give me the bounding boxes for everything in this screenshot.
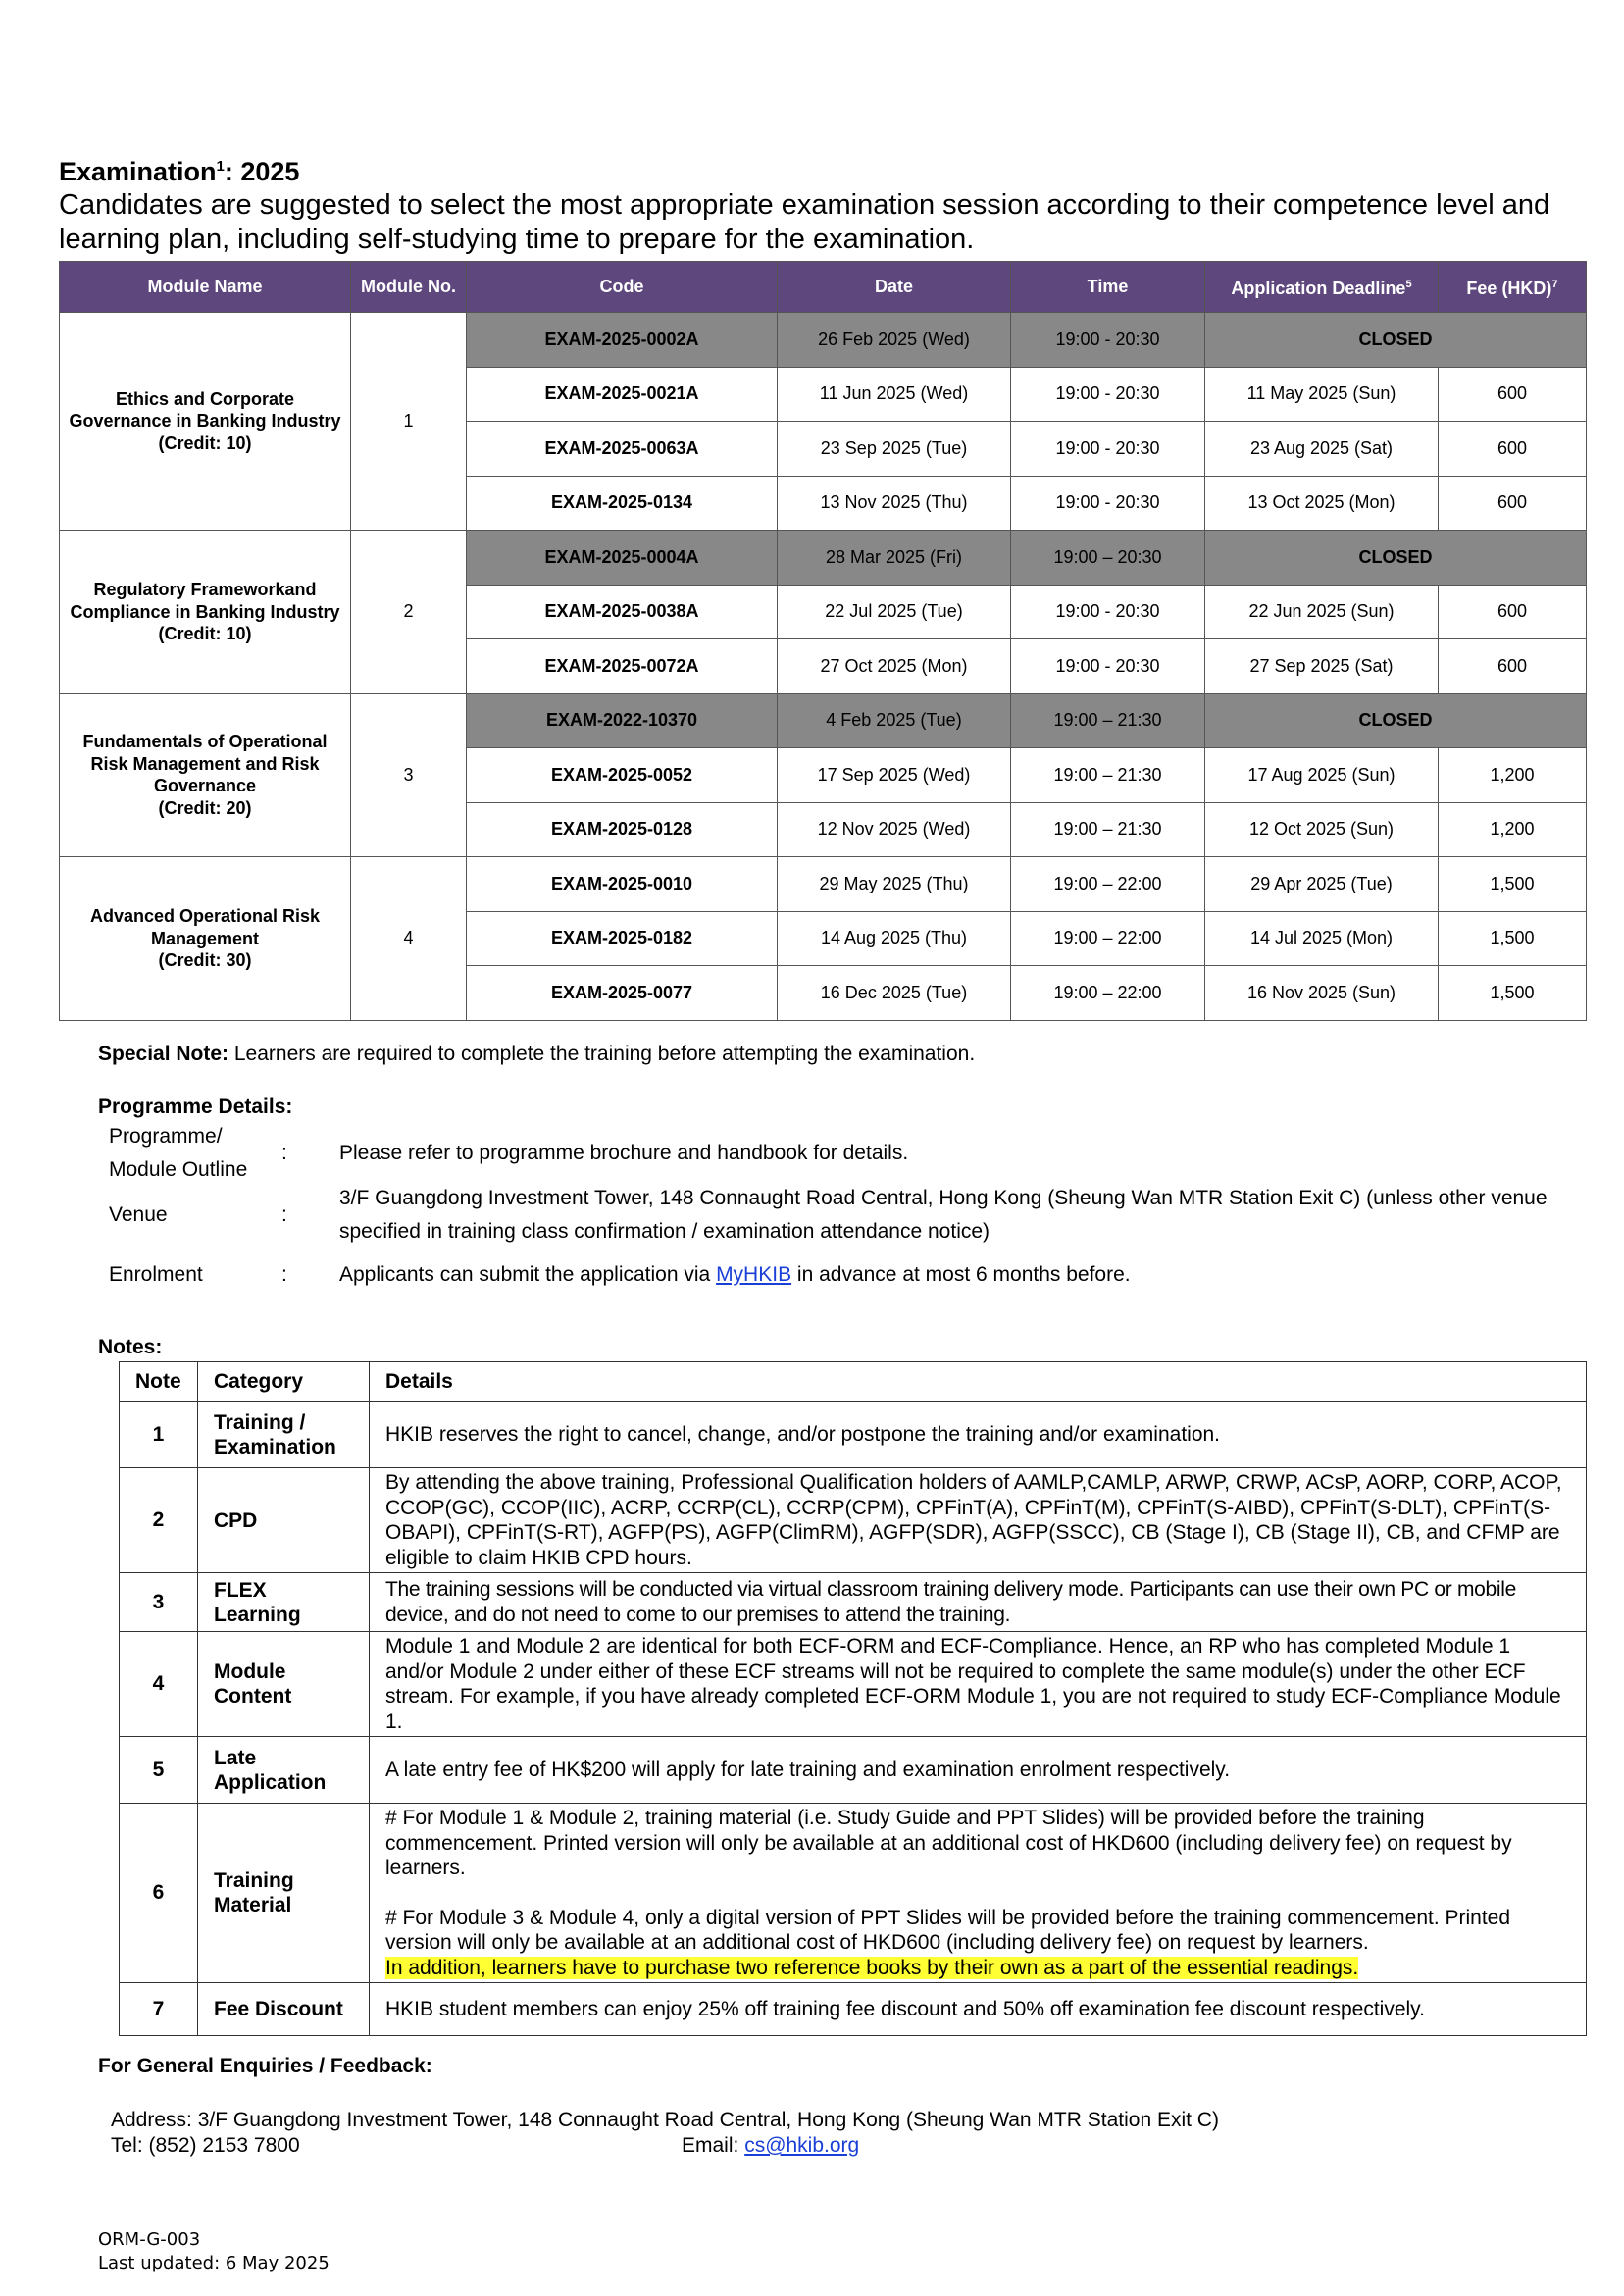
note-details: By attending the above training, Professional Qualification holders of AAMLP,CAMLP, ARWP, CRWP, ACsP, AORP, CORP, ACOP, CCOP(GC), CCOP(IIC), ACRP, CCRP(CL), CCRP(CPM), CPFinT(A), CPFinT(M), CPFinT(S-AIBD), CPFinT(S-DLT), CPFinT(S-OBAPI), CPFinT(S-RT), AGFP(PS), AGFP(ClimRM), AGFP(SDR), AGFP(SSCC), CB (Stage I), CB (Stage II), CB, and CFMP are eligible to claim HKIB CPD hours. (370, 1468, 1587, 1573)
notes-col-details: Details (370, 1362, 1587, 1402)
exam-code: EXAM-2025-0128 (467, 802, 778, 857)
col-module-name: Module Name (60, 262, 351, 313)
module-credit: (Credit: 20) (158, 797, 252, 818)
module-name-cell (60, 531, 351, 694)
application-deadline: 29 Apr 2025 (Tue) (1205, 857, 1439, 912)
enrolment-value: Applicants can submit the application via MyHKIB in advance at most 6 months before. (339, 1263, 1131, 1286)
note-row (120, 1402, 1587, 1468)
exam-fee: 1,200 (1439, 802, 1587, 857)
exam-fee: 1,500 (1439, 966, 1587, 1021)
exam-fee: 600 (1439, 476, 1587, 531)
exam-code: EXAM-2025-0063A (467, 422, 778, 477)
exam-date: 28 Mar 2025 (Fri) (778, 531, 1011, 586)
exam-code: EXAM-2022-10370 (467, 693, 778, 748)
notes-table (119, 1361, 1587, 2036)
notes-col-category: Category (198, 1362, 370, 1402)
application-deadline: 27 Sep 2025 (Sat) (1205, 639, 1439, 694)
exam-time: 19:00 - 20:30 (1011, 367, 1205, 422)
note-details: HKIB reserves the right to cancel, change, and/or postpone the training and/or examination. (370, 1402, 1587, 1468)
table-row (60, 313, 1587, 368)
doc-code: ORM-G-003 (98, 2229, 201, 2250)
module-name-cell (60, 313, 351, 531)
exam-code: EXAM-2025-0072A (467, 639, 778, 694)
note-row (120, 1632, 1587, 1737)
venue-label: Venue (109, 1203, 168, 1226)
module-name: Regulatory Frameworkand Compliance in Banking Industry (70, 580, 340, 622)
exam-date: 12 Nov 2025 (Wed) (778, 802, 1011, 857)
exam-fee: 1,500 (1439, 911, 1587, 966)
email-link[interactable]: cs@hkib.org (744, 2134, 860, 2157)
application-deadline: 17 Aug 2025 (Sun) (1205, 748, 1439, 803)
note-details: Module 1 and Module 2 are identical for both ECF-ORM and ECF-Compliance. Hence, an RP who has completed Module 1 and/or Module 2 under either of these ECF streams will not be required to complete the same module(s) under the other ECF stream. For example, if you have already completed ECF-ORM Module 1, you are not required to study ECF-Compliance Module 1. (370, 1632, 1587, 1737)
exam-time: 19:00 - 20:30 (1011, 313, 1205, 368)
enquiries-tel: Tel: (852) 2153 7800 (111, 2134, 300, 2157)
document-footer (98, 2228, 330, 2275)
note-category: Late Application (198, 1737, 370, 1804)
col-module-no: Module No. (351, 262, 467, 313)
exam-time: 19:00 – 20:30 (1011, 531, 1205, 586)
table-header-row (60, 262, 1587, 313)
application-deadline: 12 Oct 2025 (Sun) (1205, 802, 1439, 857)
exam-code: EXAM-2025-0002A (467, 313, 778, 368)
outline-label: Programme/ Module Outline (109, 1125, 248, 1181)
note-category: CPD (198, 1468, 370, 1573)
module-number: 2 (351, 531, 467, 694)
exam-code: EXAM-2025-0010 (467, 857, 778, 912)
module-credit: (Credit: 10) (158, 624, 252, 643)
note-row (120, 1573, 1587, 1632)
note-category: Module Content (198, 1632, 370, 1737)
module-name: Advanced Operational Risk Management (89, 906, 321, 948)
col-date: Date (778, 262, 1011, 313)
application-deadline: 13 Oct 2025 (Mon) (1205, 476, 1439, 531)
note-details: The training sessions will be conducted via virtual classroom training delivery mode. Participants can use their own PC or mobile device, and do not need to come to our premises to attend the training. (370, 1573, 1587, 1632)
status-closed: CLOSED (1205, 693, 1587, 748)
exam-code: EXAM-2025-0134 (467, 476, 778, 531)
note-category: Training Material (198, 1804, 370, 1983)
exam-code: EXAM-2025-0052 (467, 748, 778, 803)
module-name: Ethics and Corporate Governance in Banking Industry (69, 388, 341, 432)
module-name: Fundamentals of Operational Risk Management and Risk Governance (82, 732, 328, 796)
outline-colon: : (281, 1142, 287, 1164)
exam-time: 19:00 – 21:30 (1011, 802, 1205, 857)
exam-date: 26 Feb 2025 (Wed) (778, 313, 1011, 368)
exam-time: 19:00 – 22:00 (1011, 857, 1205, 912)
exam-fee: 600 (1439, 367, 1587, 422)
module-number: 4 (351, 857, 467, 1021)
exam-code: EXAM-2025-0021A (467, 367, 778, 422)
notes-heading: Notes: (98, 1336, 163, 1358)
notes-header-row (120, 1362, 1587, 1402)
exam-date: 4 Feb 2025 (Tue) (778, 693, 1011, 748)
module-number: 1 (351, 313, 467, 531)
table-row (60, 693, 1587, 748)
status-closed: CLOSED (1205, 313, 1587, 368)
notes-col-note: Note (120, 1362, 198, 1402)
exam-fee: 600 (1439, 422, 1587, 477)
exam-date: 17 Sep 2025 (Wed) (778, 748, 1011, 803)
col-code: Code (467, 262, 778, 313)
venue-colon: : (281, 1203, 287, 1226)
application-deadline: 14 Jul 2025 (Mon) (1205, 911, 1439, 966)
exam-schedule-table (59, 261, 1587, 1021)
exam-time: 19:00 – 22:00 (1011, 966, 1205, 1021)
enquiries-email: Email: cs@hkib.org (682, 2134, 860, 2157)
module-number: 3 (351, 693, 467, 857)
note-row (120, 1468, 1587, 1573)
exam-time: 19:00 – 21:30 (1011, 693, 1205, 748)
exam-date: 23 Sep 2025 (Tue) (778, 422, 1011, 477)
status-closed: CLOSED (1205, 531, 1587, 586)
exam-code: EXAM-2025-0077 (467, 966, 778, 1021)
exam-time: 19:00 - 20:30 (1011, 422, 1205, 477)
table-row (60, 531, 1587, 586)
note-details-para: # For Module 3 & Module 4, only a digital version of PPT Slides will be provided before the training commencement. Printed version will only be available at an additional cost of HKD600 (including delivery fee) on request by learners. (385, 1906, 1511, 1954)
table-row (60, 857, 1587, 912)
exam-date: 27 Oct 2025 (Mon) (778, 639, 1011, 694)
note-number: 6 (120, 1804, 198, 1983)
enrolment-label: Enrolment (109, 1263, 203, 1286)
exam-fee: 600 (1439, 585, 1587, 639)
note-number: 5 (120, 1737, 198, 1804)
highlighted-text: In addition, learners have to purchase two reference books by their own as a part of the essential readings. (385, 1956, 1359, 1979)
exam-date: 11 Jun 2025 (Wed) (778, 367, 1011, 422)
enquiries-heading: For General Enquiries / Feedback: (98, 2055, 432, 2077)
col-fee: Fee (HKD)$^7$ (1439, 262, 1587, 313)
enrolment-colon: : (281, 1263, 287, 1286)
note-details (370, 1804, 1587, 1983)
col-time: Time (1011, 262, 1205, 313)
module-name-cell (60, 693, 351, 857)
intro-text: Candidates are suggested to select the most appropriate examination session according to their competence level and learning plan, including self-studying time to prepare for the examination. (59, 189, 1550, 255)
exam-code: EXAM-2025-0004A (467, 531, 778, 586)
exam-fee: 600 (1439, 639, 1587, 694)
note-row (120, 1804, 1587, 1983)
exam-date: 22 Jul 2025 (Tue) (778, 585, 1011, 639)
module-credit: (Credit: 10) (158, 433, 252, 453)
exam-time: 19:00 - 20:30 (1011, 639, 1205, 694)
note-number: 2 (120, 1468, 198, 1573)
note-category: Training / Examination (198, 1402, 370, 1468)
outline-value: Please refer to programme brochure and handbook for details. (339, 1142, 909, 1164)
exam-code: EXAM-2025-0038A (467, 585, 778, 639)
last-updated: Last updated: 6 May 2025 (98, 2253, 330, 2273)
exam-fee: 1,200 (1439, 748, 1587, 803)
note-number: 3 (120, 1573, 198, 1632)
note-number: 1 (120, 1402, 198, 1468)
enquiries-address: Address: 3/F Guangdong Investment Tower, 148 Connaught Road Central, Hong Kong (Sheung Wan MTR Station Exit C) (111, 2109, 1219, 2131)
exam-time: 19:00 – 22:00 (1011, 911, 1205, 966)
application-deadline: 11 May 2025 (Sun) (1205, 367, 1439, 422)
application-deadline: 23 Aug 2025 (Sat) (1205, 422, 1439, 477)
special-note: Special Note: Learners are required to complete the training before attempting the examination. (98, 1043, 976, 1065)
module-credit: (Credit: 30) (158, 950, 252, 970)
exam-time: 19:00 – 21:30 (1011, 748, 1205, 803)
note-details: HKIB student members can enjoy 25% off training fee discount and 50% off examination fee discount respectively. (370, 1983, 1587, 2036)
note-number: 7 (120, 1983, 198, 2036)
note-row (120, 1737, 1587, 1804)
note-category: Fee Discount (198, 1983, 370, 2036)
myhkib-link[interactable]: MyHKIB (716, 1263, 792, 1286)
application-deadline: 22 Jun 2025 (Sun) (1205, 585, 1439, 639)
note-details: A late entry fee of HK$200 will apply for late training and examination enrolment respectively. (370, 1737, 1587, 1804)
note-details-para: # For Module 1 & Module 2, training material (i.e. Study Guide and PPT Slides) will be provided before the training commencement. Printed version will only be available at an additional cost of HKD600 (including delivery fee) on request by learners. (385, 1807, 1512, 1879)
exam-date: 29 May 2025 (Thu) (778, 857, 1011, 912)
exam-date: 13 Nov 2025 (Thu) (778, 476, 1011, 531)
exam-time: 19:00 - 20:30 (1011, 585, 1205, 639)
note-row (120, 1983, 1587, 2036)
programme-details-heading: Programme Details: (98, 1096, 293, 1118)
col-deadline: Application Deadline$^5$ (1205, 262, 1439, 313)
venue-value: 3/F Guangdong Investment Tower, 148 Connaught Road Central, Hong Kong (Sheung Wan MTR Station Exit C) (unless other venue specified in training class confirmation / examination attendance notice) (339, 1187, 1548, 1243)
exam-fee: 1,500 (1439, 857, 1587, 912)
page-title: Examination$^1$: 2025 (59, 157, 300, 186)
module-name-cell (60, 857, 351, 1021)
exam-date: 14 Aug 2025 (Thu) (778, 911, 1011, 966)
exam-time: 19:00 - 20:30 (1011, 476, 1205, 531)
note-number: 4 (120, 1632, 198, 1737)
application-deadline: 16 Nov 2025 (Sun) (1205, 966, 1439, 1021)
note-category: FLEX Learning (198, 1573, 370, 1632)
exam-date: 16 Dec 2025 (Tue) (778, 966, 1011, 1021)
exam-code: EXAM-2025-0182 (467, 911, 778, 966)
